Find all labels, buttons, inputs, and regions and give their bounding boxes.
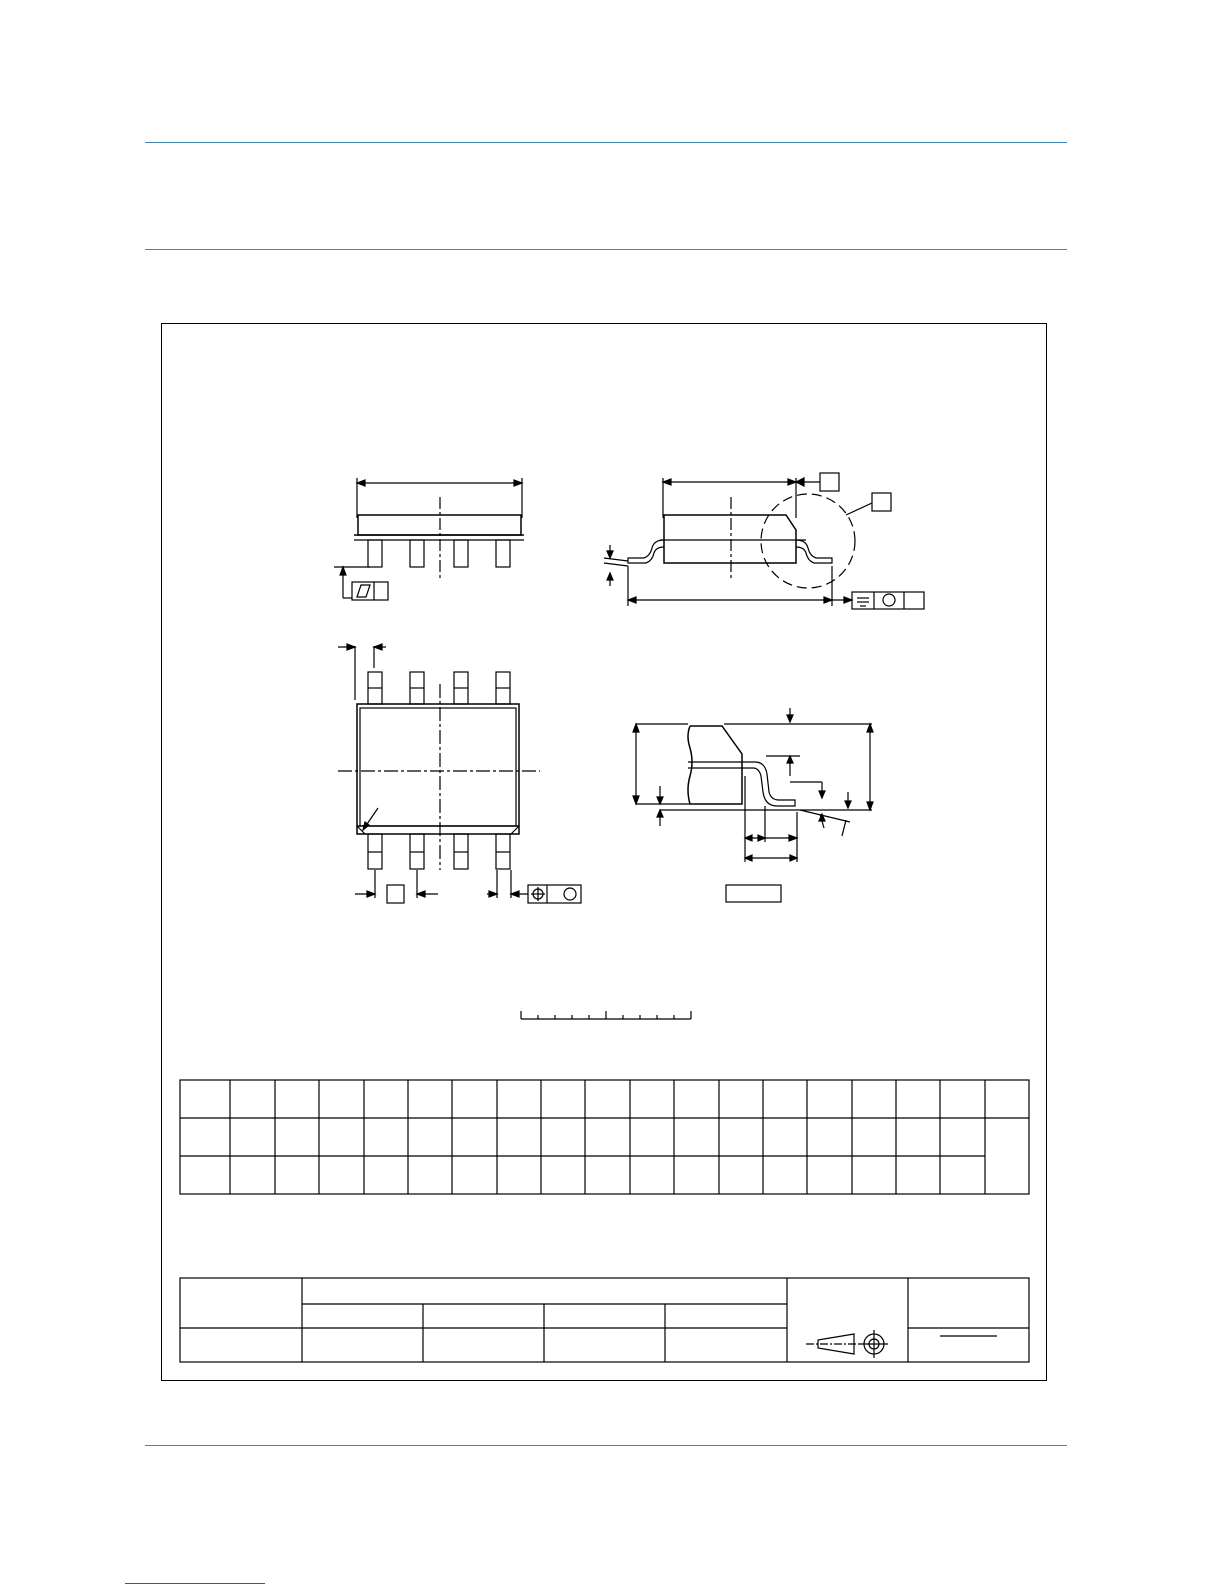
scale-bar <box>521 1011 691 1019</box>
top-view <box>338 644 581 903</box>
front-view <box>334 478 524 600</box>
outline-version-table <box>180 1278 1029 1362</box>
side-view <box>604 473 924 609</box>
first-angle-projection-icon <box>806 1330 888 1358</box>
lead-detail <box>633 708 873 902</box>
dimension-table <box>180 1080 1029 1194</box>
footer-link-underline[interactable] <box>125 1583 265 1584</box>
footer-rule <box>145 1445 1067 1446</box>
